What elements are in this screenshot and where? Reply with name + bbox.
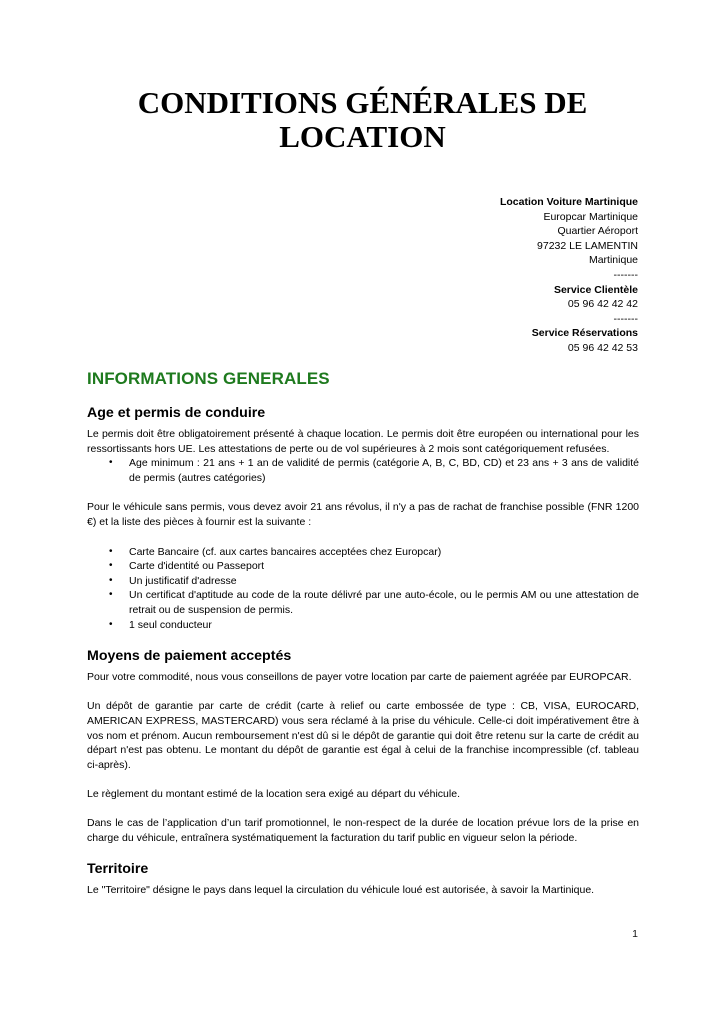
pieces-list — [87, 545, 639, 633]
list-item: • Carte d'identité ou Passeport — [129, 559, 639, 574]
sans-permis-paragraph: Pour le véhicule sans permis, vous devez avoir 21 ans révolus, il n'y a pas de rachat de franchise possible (FNR 1200 €) et la liste des pièces à fournir est la suivante : — [87, 501, 639, 528]
service-client-label: Service Clientèle — [553, 283, 638, 296]
territoire-heading: Territoire — [87, 861, 149, 878]
page-number: 1 — [632, 928, 638, 940]
address-line: Europcar Martinique — [543, 210, 638, 223]
territoire-paragraph: Le "Territoire" désigne le pays dans lequel la circulation du véhicule loué est autorisée, à savoir la Martinique. — [87, 884, 595, 897]
document-body — [87, 404, 639, 898]
list-item: • Carte Bancaire (cf. aux cartes bancaires acceptées chez Europcar) — [129, 545, 639, 560]
paiement-paragraph: Dans le cas de l’application d’un tarif promotionnel, le non-respect de la durée de location prévue lors de la prise en charge du véhicule, entraînera systématiquement la facturation du tarif public en vigueur selon la période. — [87, 817, 639, 844]
address-line: Martinique — [588, 254, 638, 267]
paiement-paragraph: Pour votre commodité, nous vous conseillons de payer votre location par carte de paiement agréée par EUROPCAR. — [87, 671, 632, 684]
address-line: Quartier Aéroport — [557, 225, 638, 238]
age-bullet-list — [87, 456, 639, 485]
age-paragraph: Le permis doit être obligatoirement présenté à chaque location. Le permis doit être européen ou international pour les ressortissants hors UE. Les attestations de perte ou de vol supérieures à 2 mois sont catégoriquement refusées. — [87, 428, 639, 455]
list-item: • Un certificat d'aptitude au code de la route délivré par une auto-école, ou le permis AM ou une attestation de retrait ou de suspension de permis. — [129, 588, 639, 617]
paiement-paragraph: Un dépôt de garantie par carte de crédit (carte à relief ou carte embossée de type : CB, VISA, EUROCARD, AMERICAN EXPRESS, MASTERCARD) vous sera réclamé à la prise du véhicule. Celle-ci doit impérativement être à vos nom et prénom. Aucun remboursement n'est dû si le dépôt de garantie qui doit être retenu sur la carte de crédit au départ n'est pas obtenu. Le montant du dépôt de garantie est égal à celui de la franchise incompressible (cf. tableau ci-après). — [87, 700, 639, 771]
address-separator: ------- — [613, 268, 638, 281]
list-item: • 1 seul conducteur — [129, 618, 639, 633]
address-line: 97232 LE LAMENTIN — [537, 239, 638, 252]
address-block — [318, 195, 638, 356]
document-title: CONDITIONS GÉNÉRALES DE LOCATION — [137, 85, 588, 154]
address-separator: ------- — [613, 312, 638, 325]
service-client-phone: 05 96 42 42 42 — [567, 298, 638, 311]
address-company: Location Voiture Martinique — [499, 196, 638, 208]
section-title: INFORMATIONS GENERALES — [87, 369, 330, 388]
paiement-heading: Moyens de paiement acceptés — [87, 648, 292, 665]
age-heading: Age et permis de conduire — [87, 405, 266, 421]
list-item: • Un justificatif d'adresse — [129, 574, 639, 589]
service-reservations-phone: 05 96 42 42 53 — [567, 341, 638, 354]
list-item: • Age minimum : 21 ans + 1 an de validité de permis (catégorie A, B, C, BD, CD) et 23 ans + 3 ans de validité de permis (autres catégories) — [129, 456, 639, 485]
service-reservations-label: Service Réservations — [531, 327, 638, 340]
paiement-paragraph: Le règlement du montant estimé de la location sera exigé au départ du véhicule. — [87, 787, 460, 800]
